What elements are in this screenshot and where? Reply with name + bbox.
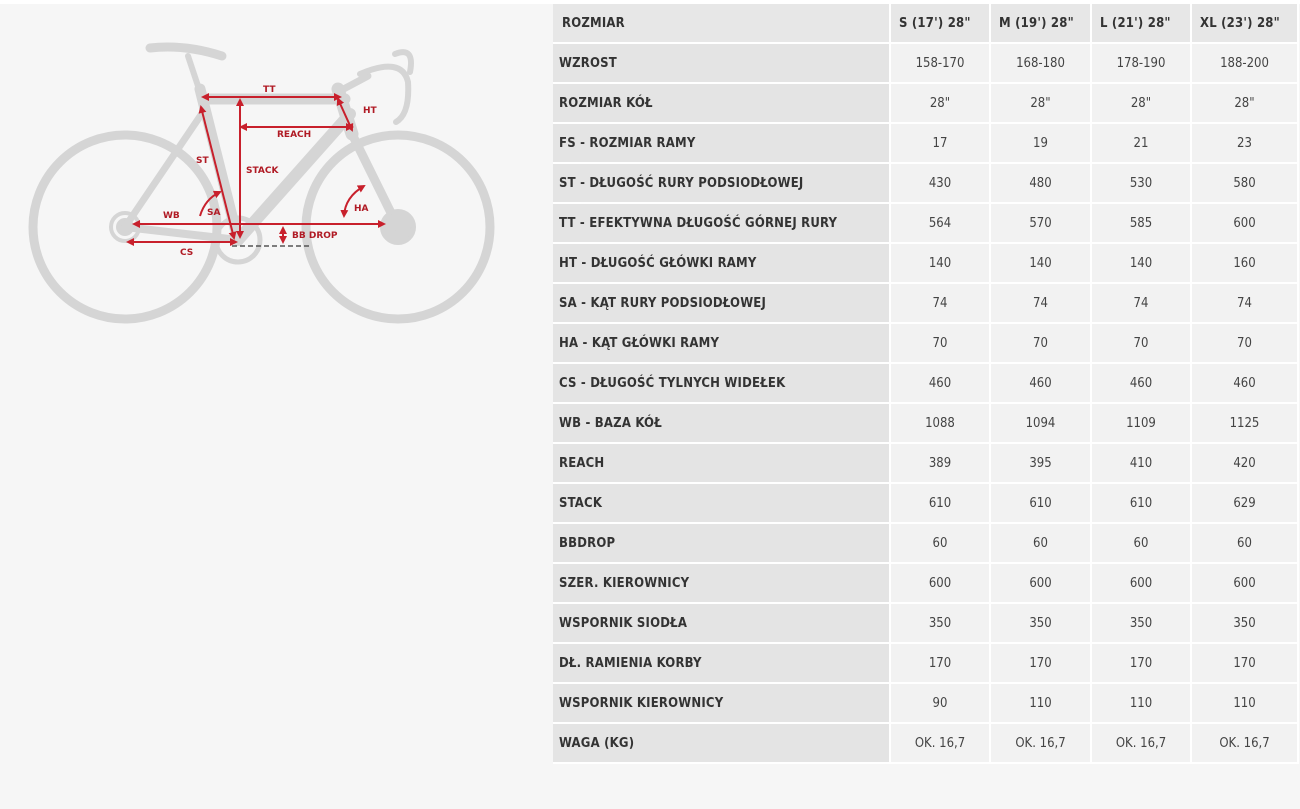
row-label: WB - BAZA KÓŁ — [553, 404, 891, 444]
table-cell: 629 — [1192, 484, 1299, 524]
table-cell: 170 — [891, 644, 991, 684]
table-row — [553, 364, 1299, 404]
table-cell: 460 — [891, 364, 991, 404]
bb-drop-label: BB DROP — [292, 231, 338, 241]
row-label: REACH — [553, 444, 891, 484]
tt-label: TT — [263, 85, 276, 95]
table-cell: 23 — [1192, 124, 1299, 164]
table-cell: OK. 16,7 — [991, 724, 1092, 764]
table-cell: 610 — [991, 484, 1092, 524]
table-cell: 570 — [991, 204, 1092, 244]
table-cell: 70 — [991, 324, 1092, 364]
table-row — [553, 244, 1299, 284]
table-header-row — [553, 4, 1299, 44]
row-label: TT - EFEKTYWNA DŁUGOŚĆ GÓRNEJ RURY — [553, 204, 891, 244]
table-cell: 610 — [1092, 484, 1192, 524]
row-label: ST - DŁUGOŚĆ RURY PODSIODŁOWEJ — [553, 164, 891, 204]
table-cell: 420 — [1192, 444, 1299, 484]
table-cell: 17 — [891, 124, 991, 164]
table-cell: 74 — [1092, 284, 1192, 324]
table-cell: 90 — [891, 684, 991, 724]
table-cell: 19 — [991, 124, 1092, 164]
table-cell: 70 — [1192, 324, 1299, 364]
geometry-table — [553, 4, 1299, 764]
table-cell: 610 — [891, 484, 991, 524]
table-row — [553, 124, 1299, 164]
table-cell: 140 — [991, 244, 1092, 284]
table-cell: 168-180 — [991, 44, 1092, 84]
table-row — [553, 444, 1299, 484]
table-cell: 70 — [1092, 324, 1192, 364]
table-cell: 28" — [1192, 84, 1299, 124]
table-cell: 564 — [891, 204, 991, 244]
table-row — [553, 404, 1299, 444]
row-label: WZROST — [553, 44, 891, 84]
row-label: HT - DŁUGOŚĆ GŁÓWKI RAMY — [553, 244, 891, 284]
table-cell: 410 — [1092, 444, 1192, 484]
table-cell: 110 — [1092, 684, 1192, 724]
table-cell: 430 — [891, 164, 991, 204]
row-label: CS - DŁUGOŚĆ TYLNYCH WIDEŁEK — [553, 364, 891, 404]
table-cell: 1088 — [891, 404, 991, 444]
table-row — [553, 324, 1299, 364]
wb-label: WB — [163, 211, 180, 221]
table-cell: 170 — [991, 644, 1092, 684]
table-cell: 28" — [991, 84, 1092, 124]
table-cell: 21 — [1092, 124, 1192, 164]
row-label: FS - ROZMIAR RAMY — [553, 124, 891, 164]
table-row — [553, 204, 1299, 244]
table-cell: 350 — [1192, 604, 1299, 644]
row-label: BBDROP — [553, 524, 891, 564]
table-cell: OK. 16,7 — [1192, 724, 1299, 764]
table-row — [553, 484, 1299, 524]
row-label: SZER. KIEROWNICY — [553, 564, 891, 604]
table-cell: 350 — [1092, 604, 1192, 644]
row-label: DŁ. RAMIENIA KORBY — [553, 644, 891, 684]
ha-label: HA — [354, 204, 369, 214]
table-cell: 188-200 — [1192, 44, 1299, 84]
row-label: SA - KĄT RURY PODSIODŁOWEJ — [553, 284, 891, 324]
seatpost — [188, 56, 200, 92]
table-cell: 60 — [1192, 524, 1299, 564]
table-cell: 350 — [891, 604, 991, 644]
table-cell: 600 — [1192, 564, 1299, 604]
table-cell: 170 — [1192, 644, 1299, 684]
row-label: WAGA (KG) — [553, 724, 891, 764]
table-cell: 158-170 — [891, 44, 991, 84]
table-cell: 1109 — [1092, 404, 1192, 444]
cs-label: CS — [180, 248, 194, 258]
table-cell: 74 — [1192, 284, 1299, 324]
table-cell: OK. 16,7 — [891, 724, 991, 764]
table-row — [553, 604, 1299, 644]
stem — [338, 76, 368, 92]
table-cell: 1094 — [991, 404, 1092, 444]
table-cell: 350 — [991, 604, 1092, 644]
bike-geometry-svg — [0, 4, 545, 404]
size-header-m: M (19') 28" — [991, 4, 1092, 44]
table-cell: 160 — [1192, 244, 1299, 284]
row-label: STACK — [553, 484, 891, 524]
table-cell: 140 — [891, 244, 991, 284]
row-label: HA - KĄT GŁÓWKI RAMY — [553, 324, 891, 364]
table-cell: 460 — [1092, 364, 1192, 404]
table-cell: 585 — [1092, 204, 1192, 244]
table-row — [553, 684, 1299, 724]
sa-label: SA — [207, 208, 221, 218]
reach-label: REACH — [277, 130, 312, 140]
table-row — [553, 84, 1299, 124]
size-header-xl: XL (23') 28" — [1192, 4, 1299, 44]
table-cell: 170 — [1092, 644, 1192, 684]
table-row — [553, 44, 1299, 84]
table-cell: 1125 — [1192, 404, 1299, 444]
bike-geometry-diagram — [0, 4, 545, 809]
table-cell: 389 — [891, 444, 991, 484]
bicycle-silhouette — [33, 47, 490, 319]
table-cell: 140 — [1092, 244, 1192, 284]
table-cell: 600 — [1092, 564, 1192, 604]
table-cell: 70 — [891, 324, 991, 364]
st-label: ST — [196, 156, 209, 166]
row-label: ROZMIAR KÓŁ — [553, 84, 891, 124]
table-cell: 530 — [1092, 164, 1192, 204]
table-body — [553, 44, 1299, 764]
table-cell: 600 — [891, 564, 991, 604]
table-cell: 460 — [1192, 364, 1299, 404]
table-cell: 60 — [1092, 524, 1192, 564]
table-row — [553, 644, 1299, 684]
size-header-label: ROZMIAR — [553, 4, 891, 44]
table-row — [553, 564, 1299, 604]
table-cell: 74 — [891, 284, 991, 324]
table-cell: 28" — [1092, 84, 1192, 124]
table-cell: OK. 16,7 — [1092, 724, 1192, 764]
row-label: WSPORNIK SIODŁA — [553, 604, 891, 644]
table-cell: 460 — [991, 364, 1092, 404]
table-cell: 395 — [991, 444, 1092, 484]
stack-label: STACK — [246, 166, 279, 176]
table-cell: 60 — [891, 524, 991, 564]
table-cell: 600 — [991, 564, 1092, 604]
row-label: WSPORNIK KIEROWNICY — [553, 684, 891, 724]
table-cell: 60 — [991, 524, 1092, 564]
table-cell: 600 — [1192, 204, 1299, 244]
table-row — [553, 164, 1299, 204]
size-header-l: L (21') 28" — [1092, 4, 1192, 44]
table-cell: 480 — [991, 164, 1092, 204]
table-row — [553, 284, 1299, 324]
table-cell: 580 — [1192, 164, 1299, 204]
table-cell: 28" — [891, 84, 991, 124]
table-cell: 110 — [1192, 684, 1299, 724]
table-cell: 178-190 — [1092, 44, 1192, 84]
table-row — [553, 524, 1299, 564]
ht-label: HT — [363, 106, 377, 116]
table-row — [553, 724, 1299, 764]
table-cell: 74 — [991, 284, 1092, 324]
size-header-s: S (17') 28" — [891, 4, 991, 44]
table-cell: 110 — [991, 684, 1092, 724]
